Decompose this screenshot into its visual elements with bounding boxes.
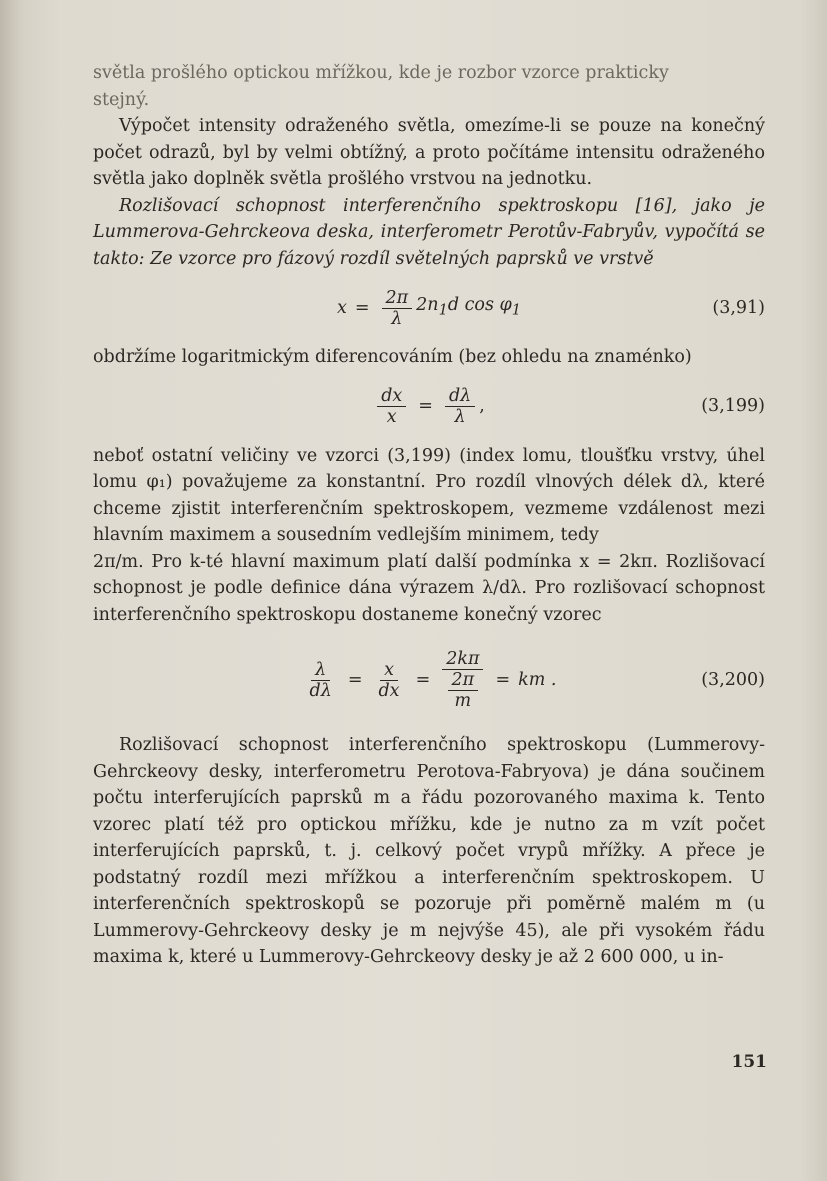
paragraph-2: Rozlišovací schopnost interferenčního spektroskopu [16], jako je Lummerova-Gehrckeova deska, interferometr Perotův-Fabryův, vypočítá se takto: Ze vzorce pro fázový rozdíl světelných paprsků ve vrstvě xyxy=(93,195,765,269)
equation-3-200: $\frac{\lambda}{d\lambda}$ = $\frac{x}{dx}$ = 2kπ 2π m = km . (3,200) xyxy=(309,649,765,711)
paragraph-1: Výpočet intensity odraženého světla, omezíme-li se pouze na konečný počet odrazů, byl by velmi obtížný, a proto počítáme intensitu odraženého světla jako doplněk světla prošlého vrstvou na jednotku. xyxy=(93,116,765,189)
page-text xyxy=(93,60,765,971)
equation-number: (3,199) xyxy=(701,396,765,417)
equation-3-199: $\frac{dx}{x}$ = $\frac{d\lambda}{\lambda}$ , (3,199) xyxy=(93,377,765,437)
paragraph-3: neboť ostatní veličiny ve vzorci (3,199) (index lomu, tloušťku vrstvy, úhel lomu φ₁) považujeme za konstantní. Pro rozdíl vlnových délek dλ, které chceme zjistit interferenčním spektroskopem, vezmeme vzdálenost mezi hlavním maximem a sousedním vedlejším minimem, tedy xyxy=(93,445,765,545)
equation-3-91: x = $\frac{2\pi}{\lambda}$ $2n_1d$ $\cos \varphi_1$ (3,91) xyxy=(336,287,765,329)
equation-number: (3,91) xyxy=(712,297,765,318)
paragraph-3b: 2π/m. Pro k-té hlavní maximum platí další podmínka x = 2kπ. Rozlišovací schopnost je podle definice dána výrazem λ/dλ. Pro rozlišovací schopnost interferenčního spektroskopu dostaneme konečný vzorec xyxy=(93,551,765,625)
page-number: 151 xyxy=(731,1052,767,1072)
paragraph-4: Rozlišovací schopnost interferenčního spektroskopu (Lummerovy-Gehrckeovy desky, interferometru Perotova-Fabryova) je dána součinem počtu interferujících paprsků m a řádu pozorovaného maxima k. Tento vzorec platí též pro optickou mřížku, kde je nutno za m vzít počet interferujících paprsků, t. j. celkový počet vrypů mřížky. A přece je podstatný rozdíl mezi mřížkou a interferenčním spektroskopem. U interferenčních spektroskopů se pozoruje při poměrně malém m (u Lummerovy-Gehrckeovy desky je m nejvýše 45), ale při vysokém řádu maxima k, které u Lummerovy-Gehrckeovy desky je až 2 600 000, u in- xyxy=(93,735,765,967)
equation-number: (3,200) xyxy=(701,669,765,690)
text-after-eq1: obdržíme logaritmickým diferencováním (bez ohledu na znaménko) xyxy=(93,347,692,367)
top-line-1: světla prošlého optickou mřížkou, kde je rozbor vzorce prakticky xyxy=(93,63,669,83)
top-line-2: stejný. xyxy=(93,89,150,110)
